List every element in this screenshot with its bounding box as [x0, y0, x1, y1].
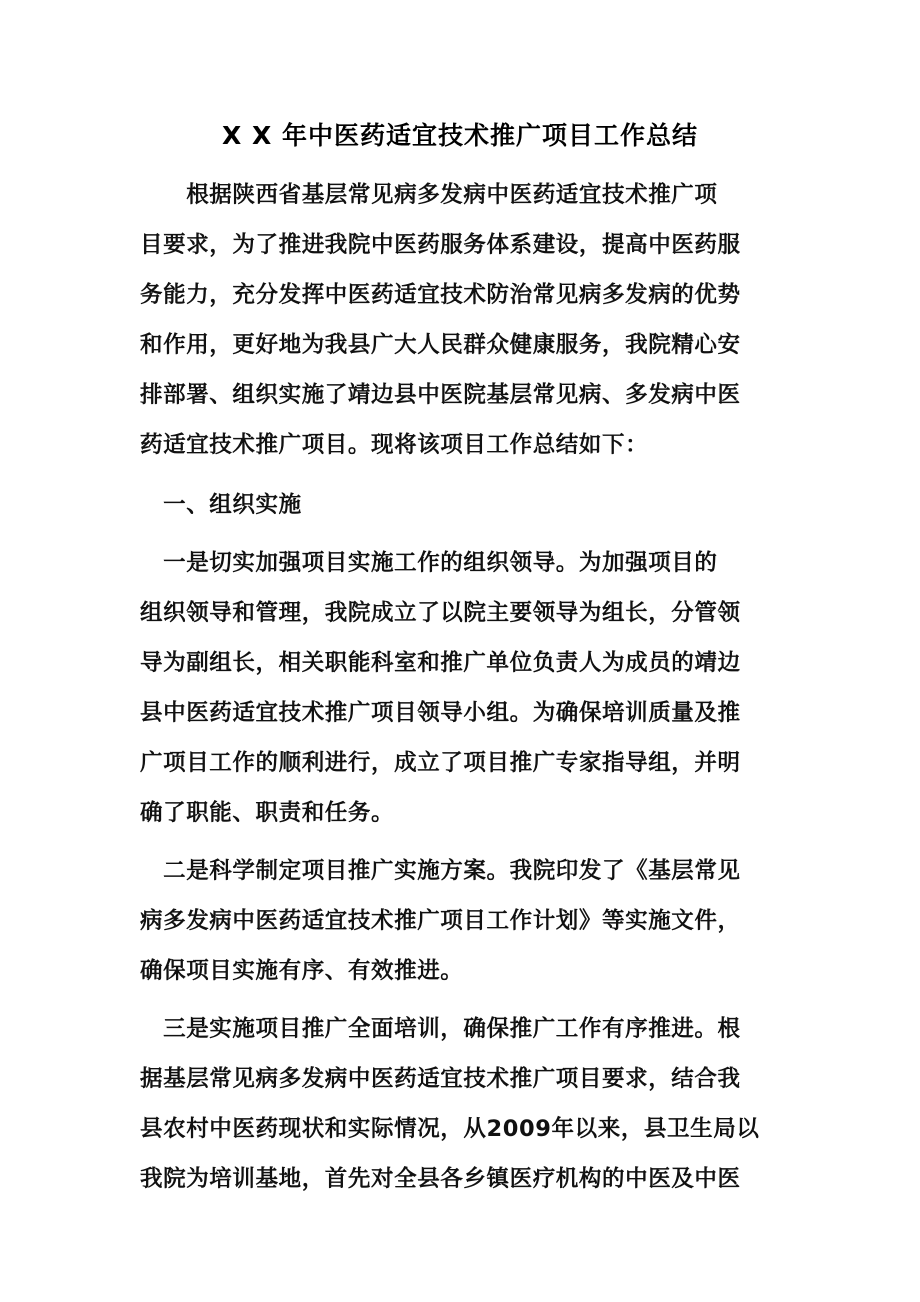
- section-heading-organization: 一、组织实施: [140, 492, 302, 518]
- paragraph-intro-line-3: 务能力，充分发挥中医药适宜技术防治常见病多发病的优势: [140, 282, 741, 308]
- paragraph-point3-line-2: 据基层常见病多发病中医药适宜技术推广项目要求，结合我: [140, 1066, 741, 1092]
- paragraph-intro-line-5: 排部署、组织实施了靖边县中医院基层常见病、多发病中医: [140, 382, 741, 408]
- paragraph-intro-line-6: 药适宜技术推广项目。现将该项目工作总结如下：: [140, 432, 649, 458]
- paragraph-point2-line-2: 病多发病中医药适宜技术推广项目工作计划》等实施文件，: [140, 908, 741, 934]
- paragraph-intro-line-1: 根据陕西省基层常见病多发病中医药适宜技术推广项: [140, 182, 718, 208]
- paragraph-intro-line-2: 目要求，为了推进我院中医药服务体系建设，提高中医药服: [140, 232, 741, 258]
- paragraph-point1-line-5: 广项目工作的顺利进行，成立了项目推广专家指导组，并明: [140, 750, 741, 776]
- paragraph-point2-line-1: 二是科学制定项目推广实施方案。我院印发了《基层常见: [140, 858, 741, 884]
- paragraph-point1-line-4: 县中医药适宜技术推广项目领导小组。为确保培训质量及推: [140, 700, 741, 726]
- paragraph-point2-line-3: 确保项目实施有序、有效推进。: [140, 958, 464, 984]
- paragraph-point1-line-1: 一是切实加强项目实施工作的组织领导。为加强项目的: [140, 550, 718, 576]
- paragraph-point3-line-1: 三是实施项目推广全面培训，确保推广工作有序推进。根: [140, 1016, 741, 1042]
- paragraph-point1-line-2: 组织领导和管理，我院成立了以院主要领导为组长，分管领: [140, 600, 741, 626]
- paragraph-point3-line-3: 县农村中医药现状和实际情况，从2009年以来，县卫生局以: [140, 1116, 760, 1142]
- paragraph-intro-line-4: 和作用，更好地为我县广大人民群众健康服务，我院精心安: [140, 332, 741, 358]
- document-title: X X 年中医药适宜技术推广项目工作总结: [222, 121, 698, 150]
- paragraph-point1-line-6: 确了职能、职责和任务。: [140, 800, 395, 826]
- paragraph-point3-line-4: 我院为培训基地，首先对全县各乡镇医疗机构的中医及中医: [140, 1166, 741, 1192]
- paragraph-point1-line-3: 导为副组长，相关职能科室和推广单位负责人为成员的靖边: [140, 650, 741, 676]
